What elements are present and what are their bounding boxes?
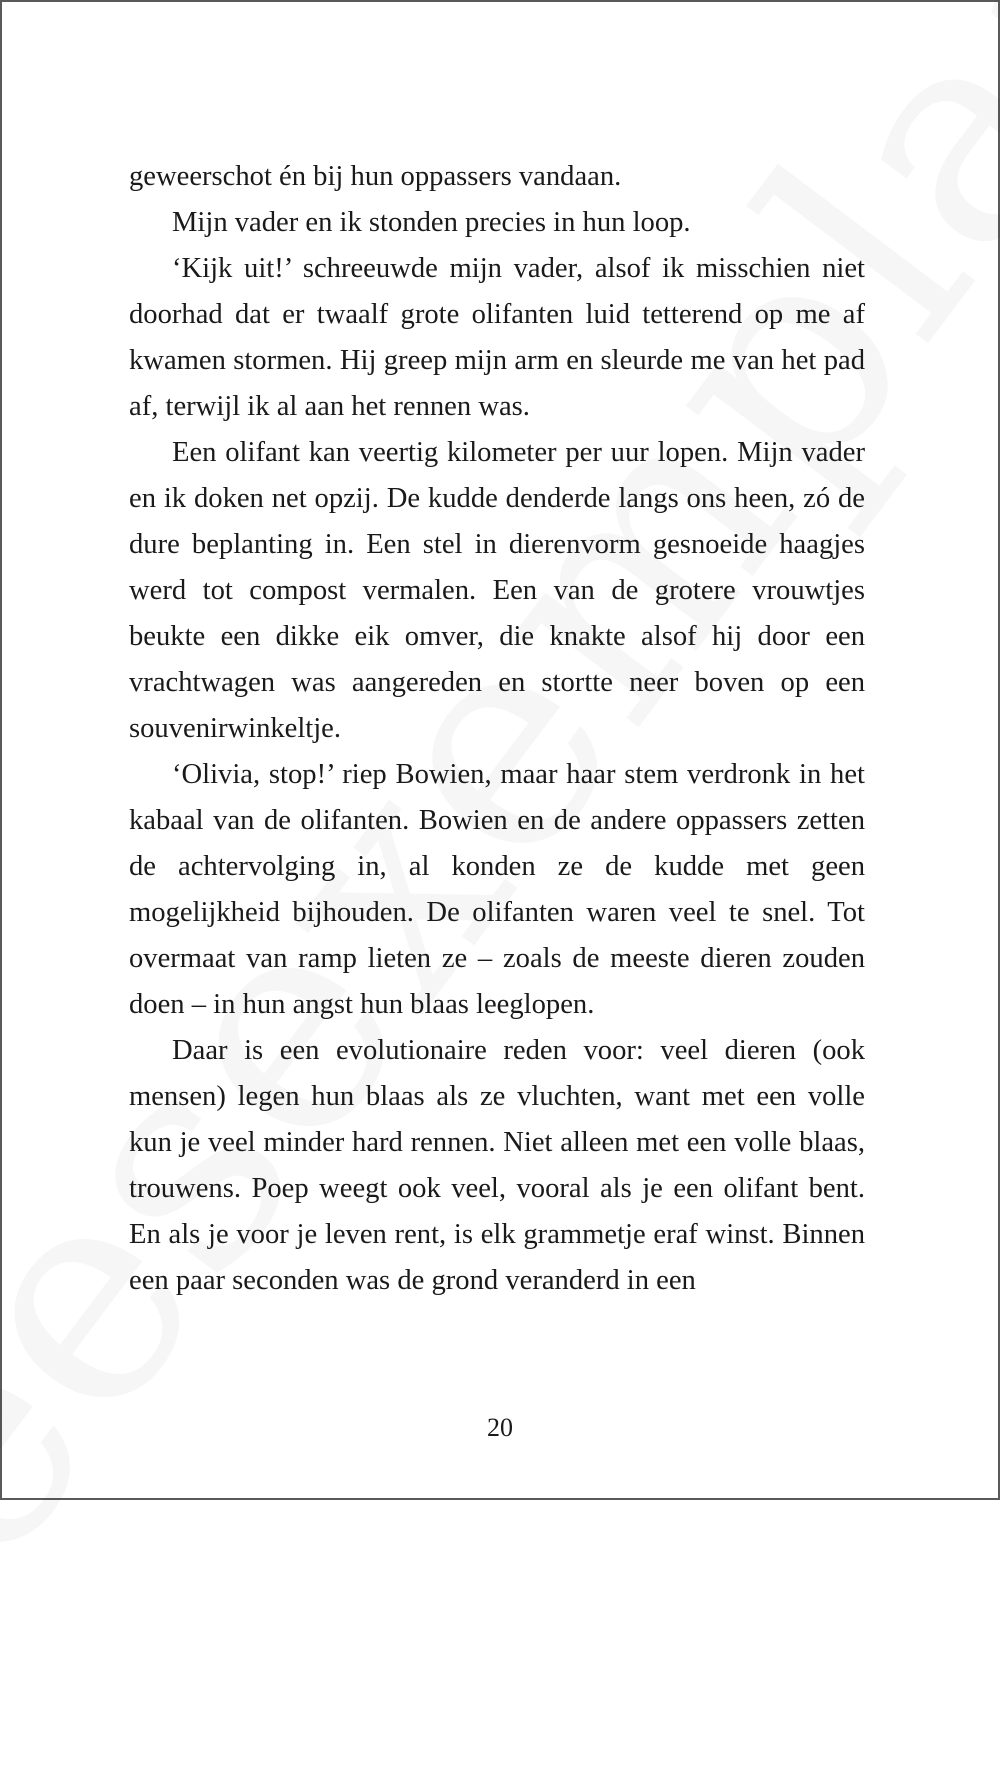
body-text bbox=[129, 154, 865, 1304]
paragraph-6: Daar is een evolutionaire reden voor: veel dieren (ook mensen) legen hun blaas als ze vluchten, want met een volle kun je veel minder hard rennen. Niet alleen met een volle blaas, trouwens. Poep weegt ook veel, vooral als je een olifant bent. En als je voor je leven rent, is elk grammetje eraf winst. Binnen een paar seconden was de grond veranderd in een bbox=[129, 1035, 865, 1296]
paragraph-1: geweerschot én bij hun oppassers vandaan. bbox=[129, 161, 622, 192]
paragraph-4: Een olifant kan veertig kilometer per uur lopen. Mijn vader en ik doken net opzij. De kudde denderde langs ons heen, zó de dure beplanting in. Een stel in dierenvorm gesnoeide haagjes werd tot compost vermalen. Een van de grotere vrouwtjes beukte een dikke eik omver, die knakte alsof hij door een vrachtwagen was aangereden en stortte neer boven op een souvenirwinkeltje. bbox=[129, 437, 865, 744]
paragraph-3: ‘Kijk uit!’ schreeuwde mijn vader, alsof ik misschien niet doorhad dat er twaalf grote olifanten luid tetterend op me af kwamen stormen. Hij greep mijn arm en sleurde me van het pad af, terwijl ik al aan het rennen was. bbox=[129, 253, 865, 422]
page-number: 20 bbox=[487, 1413, 513, 1442]
paragraph-5: ‘Olivia, stop!’ riep Bowien, maar haar stem verdronk in het kabaal van de olifanten. Bowien en de andere oppassers zetten de achtervolging in, al konden ze de kudde met geen mogelijkheid bijhouden. De olifanten waren veel te snel. Tot overmaat van ramp lieten ze – zoals de meeste dieren zouden doen – in hun angst hun blaas leeglopen. bbox=[129, 759, 865, 1020]
paragraph-2: Mijn vader en ik stonden precies in hun loop. bbox=[172, 207, 691, 238]
